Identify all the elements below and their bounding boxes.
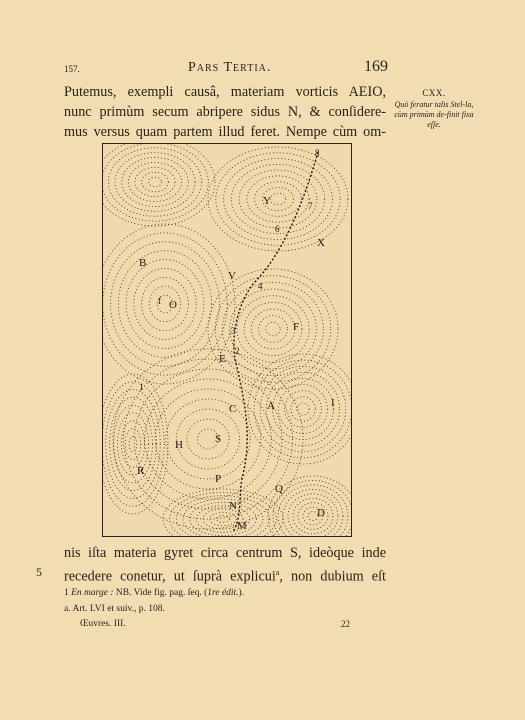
footnote-label: En marge : xyxy=(71,588,114,598)
text-segment: , non dubium eſt xyxy=(279,568,386,585)
figure-label: M xyxy=(237,520,247,532)
footnote-a xyxy=(64,604,165,614)
vortex-ring xyxy=(293,498,333,534)
vortex-ring xyxy=(142,277,189,330)
figure-label: D xyxy=(317,507,325,519)
vortex-ring xyxy=(134,369,282,509)
vortex-ring xyxy=(288,494,338,536)
vortex-ring xyxy=(279,385,328,434)
vortex-ring xyxy=(110,397,157,490)
text-line: nis iſta materia gyret circa centrum S, ideòque inde xyxy=(64,545,386,561)
vortex-ring xyxy=(183,499,263,536)
figure-label: F xyxy=(293,321,300,333)
vortex-ring xyxy=(148,177,161,187)
vortex-ring xyxy=(297,403,309,415)
vortex-ring xyxy=(259,316,288,343)
body-text-bottom xyxy=(64,543,386,587)
margin-note-text: Quò feratur talis Stel-la, cùm primùm de-finit fixa eſſe. xyxy=(394,100,474,129)
text-line: nunc primùm secum abripere sidus N, & conſidere- xyxy=(64,104,386,120)
figure-label: 4 xyxy=(258,281,263,291)
vortex-ring xyxy=(239,170,317,228)
vortex-ring xyxy=(270,193,286,205)
star-path xyxy=(233,152,318,532)
margin-note xyxy=(394,88,474,130)
footnote-edition: 1re édit. xyxy=(207,588,239,598)
vortex-ring xyxy=(114,405,153,483)
figure-label: S xyxy=(215,433,222,445)
running-title: Pars Tertia. xyxy=(188,60,272,75)
text-line xyxy=(64,563,386,587)
footnote-end: ). xyxy=(238,588,245,598)
vortex-ring xyxy=(208,147,348,251)
footer-title: Œuvres. III. xyxy=(80,619,126,629)
figure-label: R xyxy=(137,465,145,477)
vortex-ring xyxy=(291,397,315,421)
figure-label: A xyxy=(267,400,275,412)
figure-label: 2 xyxy=(235,346,240,356)
body-text-top xyxy=(64,82,386,142)
vortex-ring xyxy=(135,167,175,196)
vortex-ring xyxy=(142,172,169,192)
figure-label: 8 xyxy=(315,148,320,158)
figure-label: 7 xyxy=(308,201,313,211)
vortex-ring xyxy=(266,372,339,445)
figure-label: I xyxy=(331,397,335,409)
vortex-ring xyxy=(126,260,204,349)
vortex-ring xyxy=(103,382,164,506)
line-number: 5 xyxy=(36,565,42,579)
figure-label: 6 xyxy=(275,224,280,234)
figure-label: C xyxy=(229,403,237,415)
vortex-ring xyxy=(208,269,338,389)
page-number: 169 xyxy=(364,58,388,75)
vortex-ring xyxy=(170,492,277,536)
vortex-ring xyxy=(176,409,239,469)
vortex-ring xyxy=(111,242,220,366)
vortex-ring xyxy=(103,144,208,221)
text-segment: recedere conetur, ut ſuprà explicui xyxy=(64,568,276,585)
vortex-figure xyxy=(102,143,352,537)
figure-label: N xyxy=(229,500,237,512)
figure-label: X xyxy=(317,237,325,249)
figure-label: E xyxy=(219,353,226,365)
vortex-ring xyxy=(103,233,227,375)
vortex-ring xyxy=(222,282,323,375)
footnote-num: a. xyxy=(64,604,71,614)
vortex-ring xyxy=(255,182,302,217)
vortex-ring xyxy=(129,436,137,452)
signature-mark: 22 xyxy=(341,619,350,629)
footnote-marker: a xyxy=(275,568,280,577)
vortex-ring xyxy=(283,489,343,536)
figure-label: f xyxy=(158,296,161,306)
text-line: Putemus, exempli causâ, materiam vorticis AEIO, xyxy=(64,84,386,100)
footnote-num: 1 xyxy=(64,588,69,598)
footnote-text: NB. Vide fig. pag. ſeq. ( xyxy=(115,588,208,598)
vortex-ring xyxy=(278,485,348,536)
figure-label: 3 xyxy=(231,326,236,336)
text-line: mus versus quam partem illud feret. Nempe cùm om- xyxy=(64,124,386,140)
vortex-ring xyxy=(187,419,229,459)
figure-label: 1 xyxy=(139,382,144,392)
footnote-text: Art. LVI et suiv., p. 108. xyxy=(72,604,165,614)
vortex-engraving xyxy=(103,144,351,536)
figure-label: V xyxy=(228,270,236,282)
footnote-1 xyxy=(64,588,244,598)
vortex-ring xyxy=(122,158,189,207)
vortex-ring xyxy=(115,153,195,212)
folio-number: 157. xyxy=(64,64,80,74)
vortex-ring xyxy=(251,309,294,349)
vortex-ring xyxy=(118,251,211,358)
vortex-ring xyxy=(247,176,309,222)
figure-label: H xyxy=(175,439,183,451)
vortex-ring xyxy=(248,354,351,464)
vortex-ring xyxy=(103,144,215,226)
vortex-ring xyxy=(128,162,181,201)
vortex-ring xyxy=(124,359,293,519)
vortex-ring xyxy=(266,322,280,335)
vortex-ring xyxy=(285,391,322,428)
vortex-ring xyxy=(113,349,303,529)
vortex-ring xyxy=(125,428,141,459)
figure-label: O xyxy=(169,299,177,311)
figure-label: P xyxy=(215,473,222,485)
vortex-ring xyxy=(273,480,351,536)
figure-label: Y xyxy=(263,195,271,207)
figure-label: Q xyxy=(275,483,283,495)
margin-note-ref: CXX. xyxy=(422,88,446,98)
vortex-ring xyxy=(103,374,168,514)
figure-label: B xyxy=(139,257,147,269)
vortex-ring xyxy=(108,148,201,216)
vortex-ring xyxy=(134,268,196,339)
